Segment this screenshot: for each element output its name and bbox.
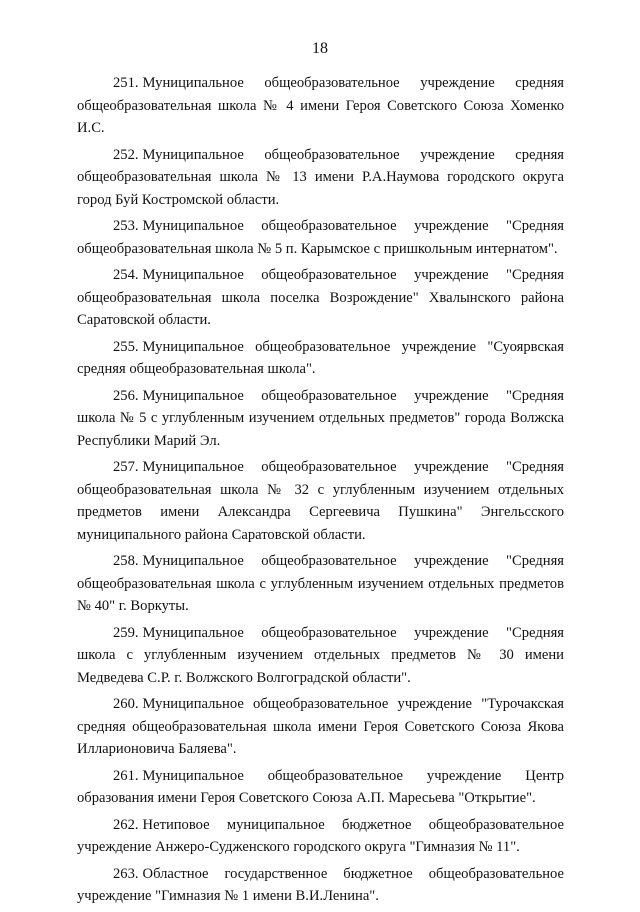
list-item-253 — [77, 215, 564, 260]
item-text: Областное государственное бюджетное общеобразовательное учреждение "Гимназия № 1 имени В.И.Ленина". — [77, 865, 564, 904]
item-number: 254. — [113, 267, 139, 283]
item-text: Муниципальное общеобразовательное учреждение "Турочакская средняя общеобразовательная школа имени Героя Советского Союза Якова Илларионовича Баляева". — [77, 696, 564, 757]
item-text: Муниципальное общеобразовательное учреждение Центр образования имени Героя Советского Союза А.П. Маресьева "Открытие". — [77, 767, 564, 806]
list-item-257 — [77, 456, 564, 546]
list-item-251 — [77, 72, 564, 140]
item-text: Муниципальное общеобразовательное учреждение "Средняя общеобразовательная школа поселка Возрождение" Хвалынского района Саратовской области. — [77, 267, 564, 328]
item-text: Муниципальное общеобразовательное учреждение "Средняя общеобразовательная школа № 32 с углубленным изучением отдельных предметов имени Александра Сергеевича Пушкина" Энгельсского муниципального района Саратовской области. — [77, 459, 564, 543]
item-number: 251. — [113, 75, 139, 91]
item-number: 260. — [113, 696, 139, 712]
item-text: Муниципальное общеобразовательное учреждение "Средняя школа № 5 с углубленным изучением отдельных предметов" города Волжска Республики Марий Эл. — [77, 387, 564, 449]
item-number: 262. — [113, 816, 139, 833]
list-item-261 — [77, 765, 564, 810]
item-number: 255. — [113, 338, 139, 355]
item-text: Муниципальное общеобразовательное учреждение "Средняя школа с углубленным изучением отдельных предметов № 30 имени Медведева С.Р. г. Волжского Волгоградской области". — [77, 624, 564, 686]
list-item-260 — [77, 693, 564, 761]
item-text: Муниципальное общеобразовательное учреждение "Средняя общеобразовательная школа с углубленным изучением отдельных предметов № 40" г. Воркуты. — [77, 553, 564, 614]
item-number: 256. — [113, 387, 139, 404]
item-number: 252. — [113, 146, 139, 163]
list-item-256 — [77, 385, 564, 453]
item-text: Нетиповое муниципальное бюджетное общеобразовательное учреждение Анжеро-Судженского городского округа "Гимназия № 11". — [77, 816, 564, 855]
list-item-252 — [77, 144, 564, 212]
item-number: 257. — [113, 459, 139, 475]
list-item-255 — [77, 336, 564, 381]
document-body — [77, 72, 564, 912]
item-text: Муниципальное общеобразовательное учреждение средняя общеобразовательная школа № 4 имени Героя Советского Союза Хоменко И.С. — [77, 75, 564, 136]
item-number: 259. — [113, 624, 139, 641]
item-text: Муниципальное общеобразовательное учреждение средняя общеобразовательная школа № 13 имени Р.А.Наумова городского округа город Буй Костромской области. — [77, 146, 564, 208]
item-text: Муниципальное общеобразовательное учреждение "Суоярвская средняя общеобразовательная школа". — [77, 338, 564, 377]
item-number: 253. — [113, 218, 139, 234]
page-number: 18 — [312, 40, 328, 57]
list-item-259 — [77, 622, 564, 690]
list-item-254 — [77, 264, 564, 332]
list-item-262 — [77, 814, 564, 859]
list-item-258 — [77, 550, 564, 618]
item-text: Муниципальное общеобразовательное учреждение "Средняя общеобразовательная школа № 5 п. Карымское с пришкольным интернатом". — [77, 218, 564, 257]
item-number: 258. — [113, 553, 139, 569]
item-number: 263. — [113, 865, 139, 882]
list-item-263 — [77, 863, 564, 908]
item-number: 261. — [113, 767, 139, 784]
